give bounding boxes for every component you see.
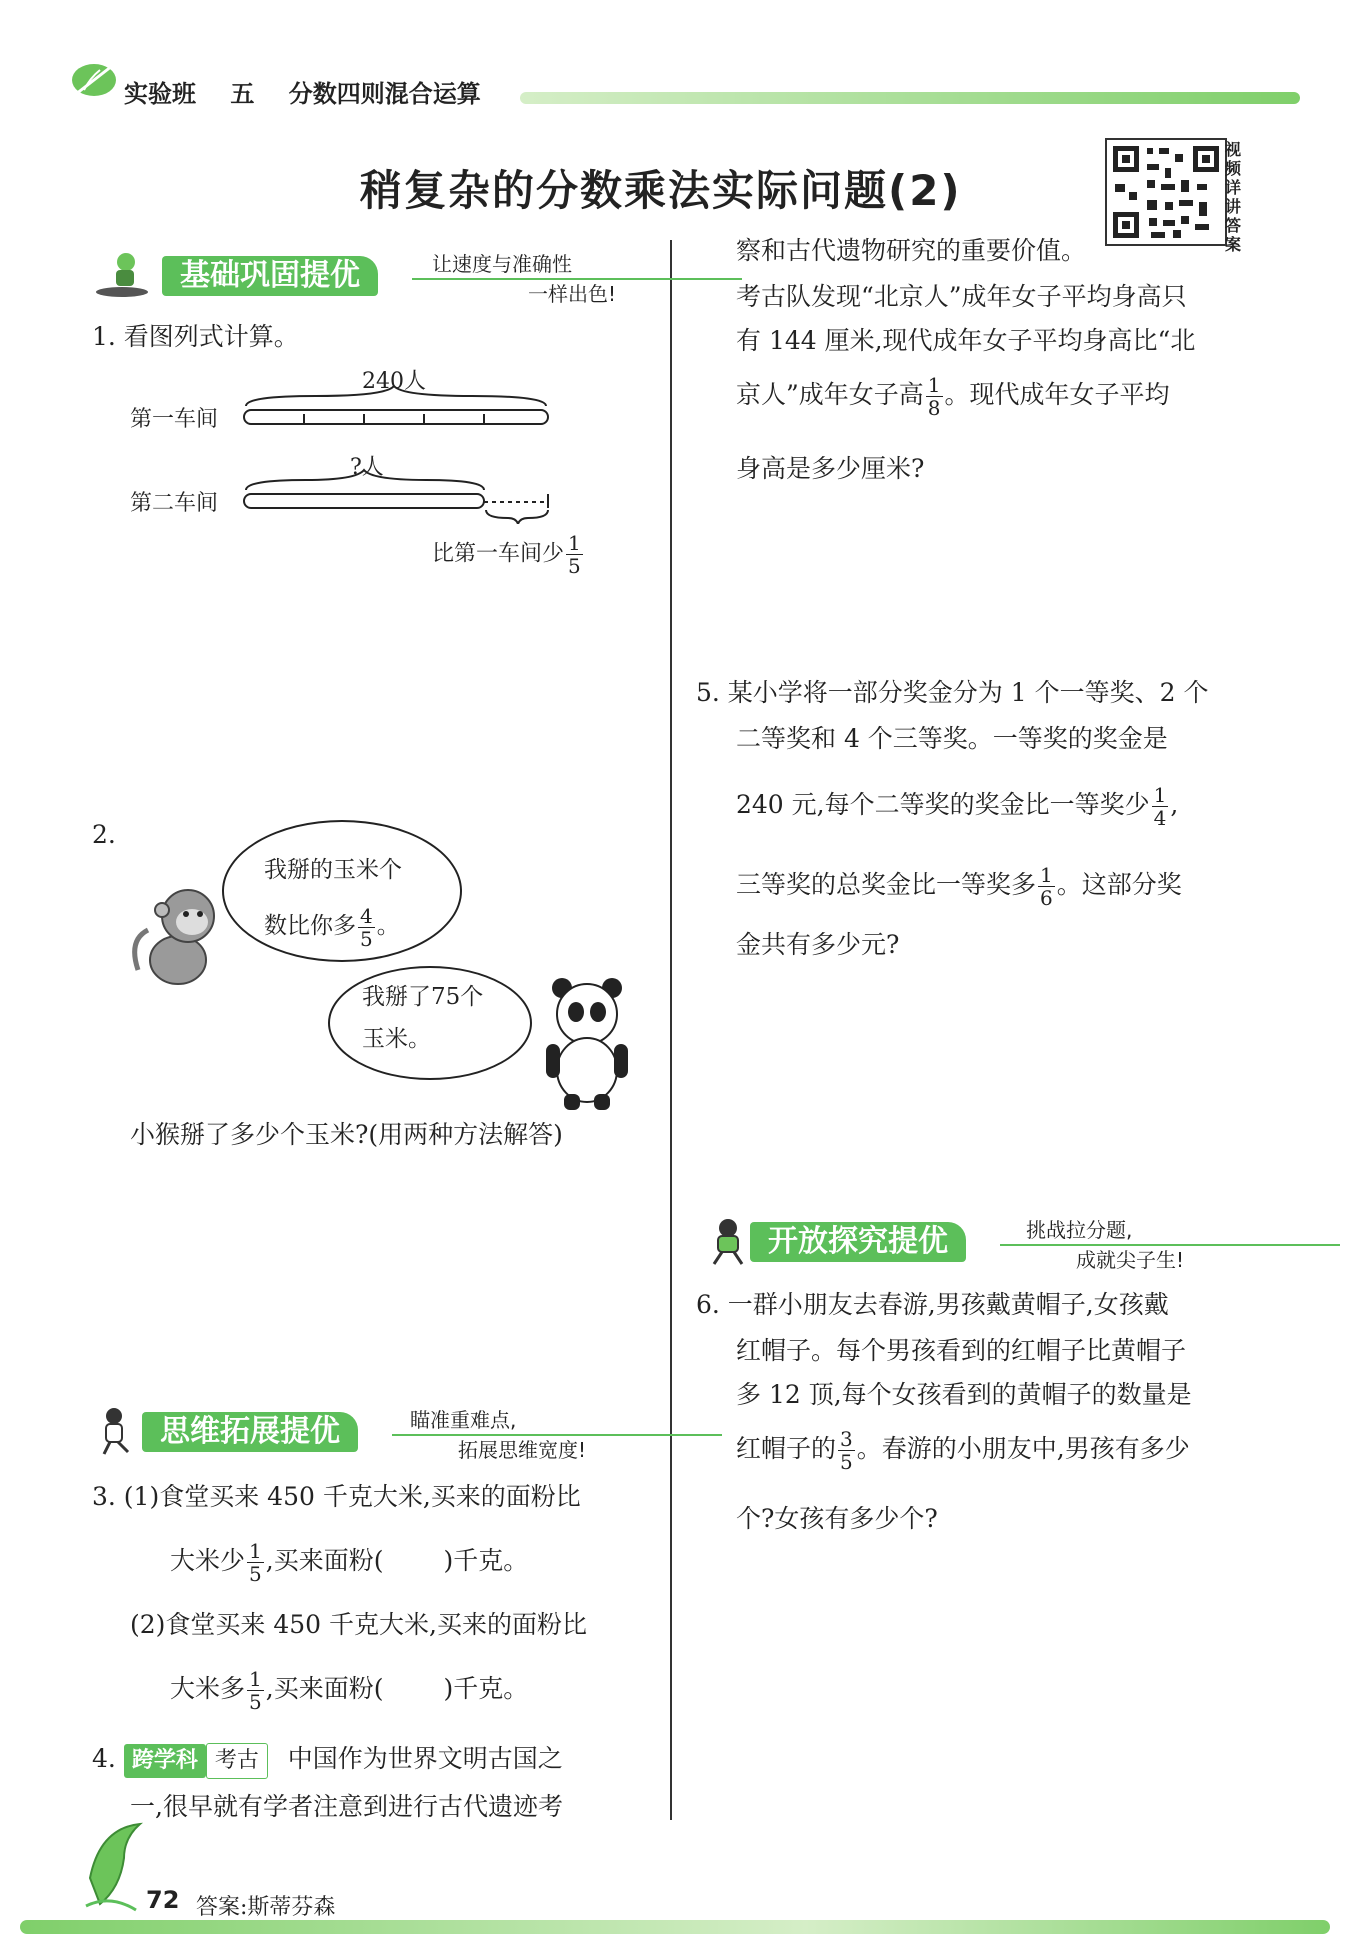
- question-6-line1: 6. 一群小朋友去春游,男孩戴黄帽子,女孩戴: [696, 1290, 1169, 1319]
- question-2-text: 小猴掰了多少个玉米?(用两种方法解答): [130, 1120, 563, 1149]
- dolphin-icon: [80, 1818, 150, 1914]
- qr-code-icon[interactable]: [1105, 138, 1227, 246]
- answer-note: 答案:斯蒂芬森: [196, 1890, 335, 1922]
- row1-label: 第一车间: [130, 407, 219, 432]
- line-diagram: [236, 384, 566, 524]
- question-4-line3: 察和古代遗物研究的重要价值。: [736, 236, 1087, 265]
- fraction-1-5: $\frac{1}{5}$: [249, 1539, 262, 1586]
- question-6-line5: 个?女孩有多少个?: [736, 1504, 938, 1533]
- section-underline: [412, 278, 742, 280]
- series-name: 实验班: [124, 80, 196, 108]
- section-basic: [92, 252, 652, 306]
- leaf-logo-icon: [70, 60, 118, 100]
- qr-label: 视频详讲答案: [1225, 140, 1242, 254]
- question-5-line5: 金共有多少元?: [736, 930, 900, 959]
- fraction-3-5: $\frac{3}{5}$: [840, 1427, 853, 1474]
- monkey-line-1: 我掰的玉米个: [264, 857, 402, 883]
- question-4-line4: 考古队发现“北京人”成年女子平均身高只: [736, 282, 1187, 311]
- question-5-line1: 5. 某小学将一部分奖金分为 1 个一等奖、2 个: [696, 678, 1209, 707]
- skateboard-mascot-icon: [92, 250, 152, 300]
- running-header: [124, 74, 507, 109]
- section-explore: [700, 1218, 1260, 1272]
- fraction-1-5: $\frac{1}{5}$: [568, 531, 581, 578]
- question-4-line7: 身高是多少厘米?: [736, 454, 925, 483]
- tag-archaeology: 考古: [206, 1743, 268, 1779]
- chapter-name: 分数四则混合运算: [288, 80, 481, 108]
- panda-illustration-icon: [540, 974, 636, 1112]
- column-divider: [670, 240, 672, 1820]
- monkey-illustration-icon: [128, 880, 228, 990]
- fraction-1-8: $\frac{1}{8}$: [927, 373, 941, 420]
- slogan-line2: 拓展思维宽度!: [458, 1438, 587, 1462]
- question-5-line2: 二等奖和 4 个三等奖。一等奖的奖金是: [736, 724, 1168, 753]
- monkey-line-2: 数比你多 $\frac{4}{5}$ 。: [264, 903, 400, 951]
- row2-label: 第二车间: [130, 491, 219, 516]
- question-1: 1. 看图列式计算。: [92, 322, 299, 351]
- section-title: 思维拓展提优: [142, 1412, 358, 1452]
- question-6-line3: 多 12 顶,每个女孩看到的黄帽子的数量是: [736, 1380, 1192, 1409]
- question-4-line2: 一,很早就有学者注意到进行古代遗迹考: [130, 1792, 563, 1821]
- question-3-part1-line2: 大米少 $\frac{1}{5}$ ,买来面粉( )千克。: [170, 1539, 529, 1586]
- slogan-line1: 瞄准重难点,: [410, 1408, 517, 1432]
- fraction-1-4: $\frac{1}{4}$: [1153, 783, 1167, 830]
- page-title: 稍复杂的分数乘法实际问题(2): [360, 166, 962, 215]
- section-title: 开放探究提优: [750, 1222, 966, 1262]
- footer-bar: [20, 1920, 1330, 1934]
- section-thinking: [92, 1408, 652, 1462]
- fraction-4-5: $\frac{4}{5}$: [360, 903, 373, 951]
- question-5-line3: 240 元,每个二等奖的奖金比一等奖少 $\frac{1}{4}$ ,: [736, 783, 1179, 830]
- slogan-line1: 让速度与准确性: [432, 252, 572, 276]
- panda-line-1: 我掰了75个: [362, 984, 484, 1010]
- panda-line-2: 玉米。: [362, 1026, 431, 1052]
- question-3-part1-line1: 3. (1)食堂买来 450 千克大米,买来的面粉比: [92, 1482, 581, 1511]
- question-5-line4: 三等奖的总奖金比一等奖多 $\frac{1}{6}$ 。这部分奖: [736, 863, 1182, 910]
- less-note: [432, 532, 585, 577]
- question-3-part2-line1: (2)食堂买来 450 千克大米,买来的面粉比: [130, 1610, 587, 1639]
- fraction-1-6: $\frac{1}{6}$: [1040, 863, 1053, 910]
- question-2-number: 2.: [92, 820, 116, 849]
- panda-speech: [362, 976, 483, 1060]
- section-underline: [392, 1434, 722, 1436]
- question-4-line5: 有 144 厘米,现代成年女子平均身高比“北: [736, 326, 1196, 355]
- question-4-line1: 4. 跨学科 考古 中国作为世界文明古国之: [92, 1742, 563, 1779]
- slogan-line2: 成就尖子生!: [1076, 1248, 1185, 1272]
- row1-value: 240人: [362, 369, 426, 394]
- slogan-line2: 一样出色!: [528, 282, 617, 306]
- header-bar: [520, 92, 1300, 104]
- question-6-line4: 红帽子的 $\frac{3}{5}$ 。春游的小朋友中,男孩有多少: [736, 1427, 1190, 1474]
- section-title: 基础巩固提优: [162, 256, 378, 296]
- question-3-part2-line2: 大米多 $\frac{1}{5}$ ,买来面粉( )千克。: [170, 1667, 529, 1714]
- row2-value: ?人: [350, 455, 384, 480]
- tag-cross-subject: 跨学科: [124, 1744, 206, 1778]
- fraction-1-5: $\frac{1}{5}$: [249, 1667, 262, 1714]
- less-text: 比第一车间少: [432, 541, 565, 567]
- unit-number: 五: [230, 80, 255, 108]
- question-6-line2: 红帽子。每个男孩看到的红帽子比黄帽子: [736, 1336, 1187, 1365]
- slogan-line1: 挑战拉分题,: [1026, 1218, 1133, 1242]
- section-underline: [1000, 1244, 1340, 1246]
- page-number: 72: [146, 1886, 180, 1914]
- question-4-line6: 京人”成年女子高 $\frac{1}{8}$ 。现代成年女子平均: [736, 373, 1170, 420]
- monkey-speech: [264, 842, 402, 954]
